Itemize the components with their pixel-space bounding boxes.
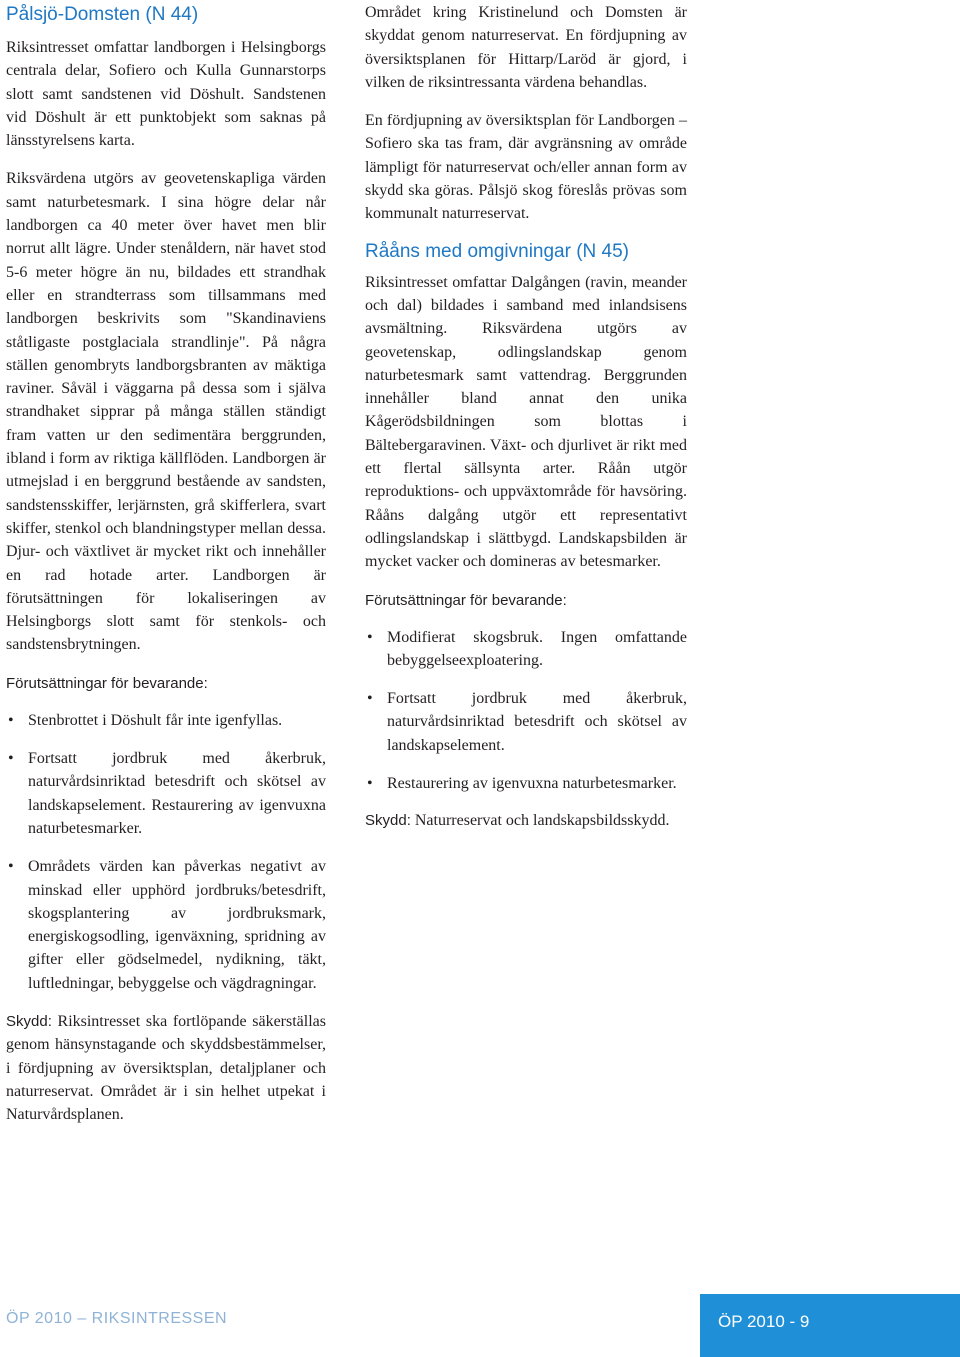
list-item: • Områdets värden kan påverkas negativt av minskad eller upphörd jordbruks/betesdrift, skogsplantering av jordbruksmark, energiskogsodling, igenväxning, spridning av gifter eller gödselmedel, nydikning, täkt, luftledningar, bebyggelse och vägdragningar. xyxy=(6,855,326,995)
right-column xyxy=(365,0,687,833)
skydd-paragraph xyxy=(365,809,687,832)
skydd-label: Skydd: xyxy=(6,1012,52,1030)
section-title-n44: Pålsjö-Domsten (N 44) xyxy=(6,4,199,25)
list-item: • Fortsatt jordbruk med åkerbruk, naturvårdsinriktad betesdrift och skötsel av landskapselement. Restaurering av igenvuxna naturbetesmarker. xyxy=(6,747,326,840)
footer-page-badge xyxy=(700,1294,960,1357)
paragraph: En fördjupning av översiktsplan för Landborgen – Sofiero ska tas fram, där avgränsning av område lämpligt för naturreservat och/eller annan form av skydd ska göras. Pålsjö skog föreslås prövas som kommunalt naturreservat. xyxy=(365,112,687,223)
bullet-list xyxy=(365,626,687,796)
list-item: • Restaurering av igenvuxna naturbetesmarker. xyxy=(365,772,687,795)
paragraph: Riksintresset omfattar Dalgången (ravin, meander och dal) bildades i samband med inlandsisens avsmältning. Riksvärdena utgörs av geovetenskap, odlingslandskap genom naturbetesmark samt vattendrag. Berggrunden innehåller bland annat den unika Kågerödsbildningen som blottas i Bältebergaravinen. Växt- och djurlivet är rikt med ett flertal sällsynta arter. Råån utgör reproduktions- och uppväxtområde för havsöring. Rååns dalgång utgör ett representativt odlingslandskap i slättbygd. Landskapsbilden är mycket vacker och domineras av betesmarker. xyxy=(365,273,687,571)
page-number: ÖP 2010 - 9 xyxy=(718,1312,810,1331)
list-item: • Modifierat skogsbruk. Ingen omfattande bebyggelseexploatering. xyxy=(365,626,687,673)
subheading-preservation: Förutsättningar för bevarande: xyxy=(6,674,208,692)
paragraph: Riksintresset omfattar landborgen i Helsingborgs centrala delar, Sofiero och Kulla Gunnarstorps slott samt sandstenen vid Döshult. Sandstenen vid Döshult är ett punktobjekt som saknas på länsstyrelsens karta. xyxy=(6,39,326,150)
list-item: • Stenbrottet i Döshult får inte igenfyllas. xyxy=(6,709,326,732)
skydd-paragraph xyxy=(6,1010,326,1126)
bullet-list xyxy=(6,709,326,995)
list-item: • Fortsatt jordbruk med åkerbruk, naturvårdsinriktad betesdrift och skötsel av landskapselement. xyxy=(365,687,687,757)
paragraph: Området kring Kristinelund och Domsten är skyddat genom naturreservat. En fördjupning av översiktsplanen för Hittarp/Laröd är gjord, i vilken de riksintressanta värdena behandlas. xyxy=(365,4,687,91)
section-title-n45: Rååns med omgivningar (N 45) xyxy=(365,240,630,262)
left-column xyxy=(6,0,326,1126)
subheading-preservation: Förutsättningar för bevarande: xyxy=(365,591,567,609)
skydd-text: Riksintresset ska fortlöpande säkerställas genom hänsynstagande och skyddsbestämmelser, i fördjupning av översiktsplan, detaljplaner och naturreservat. Området är i sin helhet utpekat i Naturvårdsplanen. xyxy=(6,1012,326,1124)
skydd-label: Skydd: xyxy=(365,812,411,830)
footer-section-label: ÖP 2010 – RIKSINTRESSEN xyxy=(6,1310,228,1327)
paragraph: Riksvärdena utgörs av geovetenskapliga värden samt naturbetesmark. I sina högre delar når landborgen ca 40 meter över havet men blir norrut allt lägre. Under stenåldern, när havet stod 5-6 meter högre än nu, bildades ett strandhak eller en strandterrass som tillsammans med landborgen beskrivits som "Skandinaviens ståtligaste postglaciala strandlinje". På några ställen genombryts landborgsbranten av mäktiga raviner. Såväl i väggarna på dessa som i själva strandhaket sipprar på många ställen ständigt fram vatten ur den sedimentära berggrunden, ibland i form av riktiga källflöden. Landborgen är utmejslad i en berggrund bestående av sandsten, sandstensskiffer, lerjärnsten, grå skifferlera, svart skiffer, stenkol och blandningstyper mellan dessa. Djur- och växtlivet är mycket rikt och innehåller en rad hotade arter. Landborgen är förutsättningen för lokaliseringen av Helsingborgs slott samt för stenkols- och sandstensbrytningen. xyxy=(6,170,326,654)
skydd-text: Naturreservat och landskapsbildsskydd. xyxy=(410,812,670,830)
